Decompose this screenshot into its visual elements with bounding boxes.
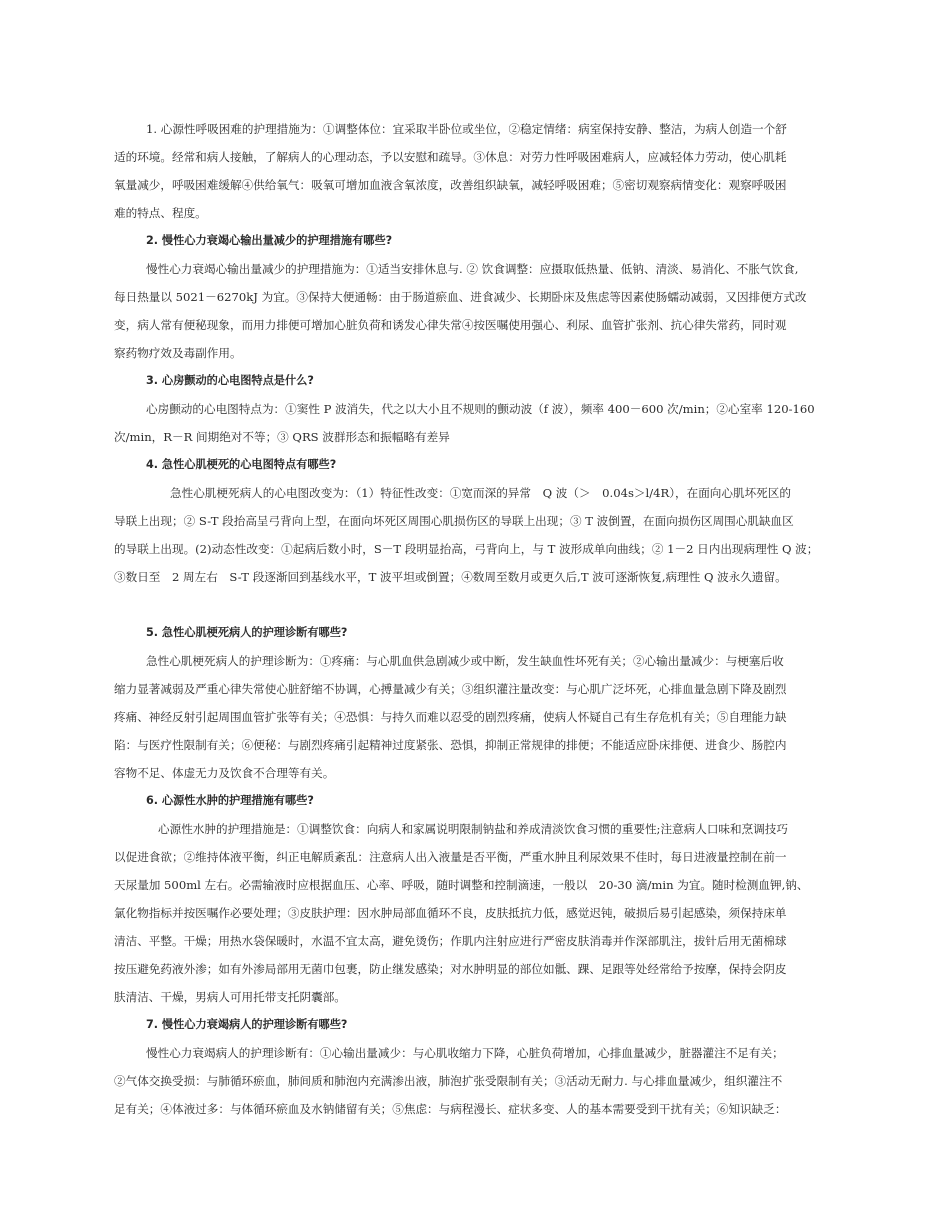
paragraph-line: 变，病人常有便秘现象，而用力排便可增加心脏负荷和诱发心律失常④按医嘱使用强心、利尿、血管扩张剂、抗心律失常药，同时观 <box>114 318 787 332</box>
paragraph-line: 慢性心力衰竭病人的护理诊断有：①心输出量减少：与心肌收缩力下降，心脏负荷增加，心排血量减少，脏器灌注不足有关； <box>146 1046 784 1060</box>
paragraph-line: 每日热量以 5021－6270kJ 为宜。③保持大便通畅：由于肠道瘀血、进食减少、长期卧床及焦虑等因素使肠蠕动减弱，又因排便方式改 <box>114 290 807 304</box>
paragraph-line: 容物不足、体虚无力及饮食不合理等有关。 <box>114 766 335 780</box>
paragraph-line: 慢性心力衰竭心输出量减少的护理措施为：①适当安排休息与. ② 饮食调整：应摄取低热量、低钠、清淡、易消化、不胀气饮食, <box>146 262 799 276</box>
paragraph-line: 难的特点、程度。 <box>114 206 207 220</box>
question-heading-7: 7. 慢性心力衰竭病人的护理诊断有哪些? <box>146 1018 348 1031</box>
paragraph-line: 急性心肌梗死病人的护理诊断为：①疼痛：与心肌血供急剧减少或中断，发生缺血性坏死有关；②心输出量减少：与梗塞后收 <box>146 654 784 668</box>
paragraph-line: 以促进食欲；②维持体液平衡，纠正电解质紊乱：注意病人出入液量是否平衡，严重水肿且利尿效果不佳时，每日进液量控制在前一 <box>114 850 787 864</box>
paragraph-line: 天尿量加 500ml 左右。必需输液时应根据血压、心率、呼吸，随时调整和控制滴速，一般以 20-30 滴/min 为宜。随时检测血钾,钠、 <box>114 878 809 892</box>
paragraph-line: ③数日至 2 周左右 S-T 段逐渐回到基线水平，T 波平坦或倒置；④数周至数月或更久后,T 波可逐渐恢复,病理性 Q 波永久遗留。 <box>114 570 787 584</box>
paragraph-line: 导联上出现；② S-T 段抬高呈弓背向上型，在面向坏死区周围心肌损伤区的导联上出现；③ T 波倒置，在面向损伤区周围心肌缺血区 <box>114 514 794 528</box>
paragraph-line: 心源性水肿的护理措施是：①调整饮食：向病人和家属说明限制钠盐和养成清淡饮食习惯的重要性;注意病人口味和烹调技巧 <box>158 822 788 836</box>
paragraph-line: 缩力显著减弱及严重心律失常使心脏舒缩不协调，心搏量减少有关；③组织灌注量改变：与心肌广泛坏死，心排血量急剧下降及剧烈 <box>114 682 787 696</box>
paragraph-line: 急性心肌梗死病人的心电图改变为：（1）特征性改变：①宽而深的异常 Q 波（＞ 0.04s＞l/4R），在面向心肌坏死区的 <box>170 486 791 500</box>
paragraph-line: 察药物疗效及毒副作用。 <box>114 346 242 360</box>
paragraph-line: 足有关；④体液过多：与体循环瘀血及水钠储留有关；⑤焦虑：与病程漫长、症状多变、人的基本需要受到干扰有关；⑥知识缺乏： <box>114 1102 787 1116</box>
question-heading-2: 2. 慢性心力衰竭心输出量减少的护理措施有哪些? <box>146 234 393 247</box>
paragraph-line: 心房颤动的心电图特点为：①窦性 P 波消失，代之以大小且不规则的颤动波（f 波），频率 400－600 次/min；②心室率 120-160 <box>146 402 815 416</box>
paragraph-line: 清洁、平整。干燥；用热水袋保暖时，水温不宜太高，避免烫伤；作肌内注射应进行严密皮肤消毒并作深部肌注，拔针后用无菌棉球 <box>114 934 787 948</box>
question-heading-5: 5. 急性心肌梗死病人的护理诊断有哪些? <box>146 626 348 639</box>
paragraph-line: 疼痛、神经反射引起周围血管扩张等有关；④恐惧：与持久而难以忍受的剧烈疼痛，使病人怀疑自己有生存危机有关；⑤自理能力缺 <box>114 710 787 724</box>
paragraph-line: 按压避免药液外渗；如有外渗局部用无菌巾包裹，防止继发感染；对水肿明显的部位如骶、踝、足跟等处经常给予按摩，保持会阴皮 <box>114 962 787 976</box>
question-heading-4: 4. 急性心肌梗死的心电图特点有哪些? <box>146 458 337 471</box>
question-heading-3: 3. 心房颤动的心电图特点是什么? <box>146 374 314 387</box>
paragraph-line: 适的环境。经常和病人接触，了解病人的心理动态，予以安慰和疏导。③休息：对劳力性呼吸困难病人，应减轻体力劳动，使心肌耗 <box>114 150 787 164</box>
paragraph-line: 氧量减少，呼吸困难缓解④供给氧气：吸氧可增加血液含氧浓度，改善组织缺氧，减轻呼吸困难；⑤密切观察病情变化：观察呼吸困 <box>114 178 787 192</box>
paragraph-line: 1. 心源性呼吸困难的护理措施为：①调整体位：宜采取半卧位或坐位，②稳定情绪：病室保持安静、整洁，为病人创造一个舒 <box>146 122 787 136</box>
question-heading-6: 6. 心源性水肿的护理措施有哪些? <box>146 794 314 807</box>
paragraph-line: 肤清洁、干燥，男病人可用托带支托阴囊部。 <box>114 990 346 1004</box>
paragraph-line: 次/min，R－R 间期绝对不等；③ QRS 波群形态和振幅略有差异 <box>114 430 450 444</box>
paragraph-line: ②气体交换受损：与肺循环瘀血，肺间质和肺泡内充满渗出液，肺泡扩张受限制有关；③活动无耐力. 与心排血量减少，组织灌注不 <box>114 1074 783 1088</box>
paragraph-line: 氯化物指标并按医嘱作必要处理；③皮肤护理：因水肿局部血循环不良，皮肤抵抗力低，感觉迟钝，破损后易引起感染，须保持床单 <box>114 906 787 920</box>
paragraph-line: 的导联上出现。(2)动态性改变：①起病后数小时，S－T 段明显抬高，弓背向上，与 T 波形成单向曲线；② 1－2 日内出现病理性 Q 波； <box>114 542 819 556</box>
paragraph-line: 陷：与医疗性限制有关；⑥便秘：与剧烈疼痛引起精神过度紧张、恐惧，抑制正常规律的排便；不能适应卧床排便、进食少、肠腔内 <box>114 738 787 752</box>
